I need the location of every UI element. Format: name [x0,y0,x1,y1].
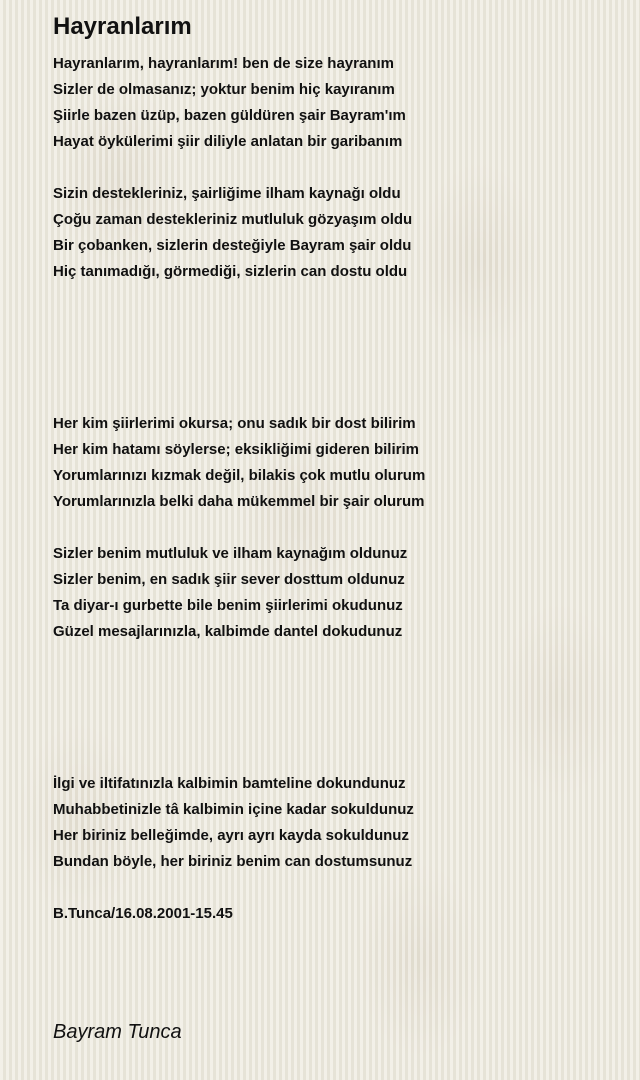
poem-line: Muhabbetinizle tâ kalbimin içine kadar sokuldunuz [53,801,414,818]
poem-line: Yorumlarınızı kızmak değil, bilakis çok mutlu olurum [53,467,426,484]
stanza-5 [53,771,414,875]
poem-line: Sizler benim mutluluk ve ilham kaynağım oldunuz [53,545,408,562]
stanza-2 [53,181,412,285]
stanza-4 [53,541,407,645]
poem-line: Her kim hatamı söylerse; eksikliğimi gideren bilirim [53,441,419,458]
poem-line: İlgi ve iltifatınızla kalbimin bamteline dokundunuz [53,775,406,792]
stanza-1 [53,51,406,155]
poem-title: Hayranlarım [53,13,192,40]
signature-date: B.Tunca/16.08.2001-15.45 [53,905,233,922]
poem-line: Her biriniz belleğimde, ayrı ayrı kayda sokuldunuz [53,827,409,844]
poem-line: Ta diyar-ı gurbette bile benim şiirlerimi okudunuz [53,597,403,614]
poem-line: Şiirle bazen üzüp, bazen güldüren şair Bayram'ım [53,107,406,124]
stanza-3 [53,411,425,515]
poem-line: Bir çobanken, sizlerin desteğiyle Bayram şair oldu [53,237,412,254]
poem-line: Hiç tanımadığı, görmediği, sizlerin can dostu oldu [53,263,408,280]
poem-line: Hayranlarım, hayranlarım! ben de size hayranım [53,55,394,72]
poem-line: Sizler benim, en sadık şiir sever dosttum oldunuz [53,571,405,588]
poem-line: Çoğu zaman destekleriniz mutluluk gözyaşım oldu [53,211,413,228]
poem-line: Yorumlarınızla belki daha mükemmel bir şair olurum [53,493,425,510]
poem-line: Bundan böyle, her biriniz benim can dostumsunuz [53,853,413,870]
poem-line: Sizler de olmasanız; yoktur benim hiç kayıranım [53,81,395,98]
author-name[interactable]: Bayram Tunca [53,1021,182,1043]
poem-line: Güzel mesajlarınızla, kalbimde dantel dokudunuz [53,623,403,640]
poem-line: Hayat öykülerimi şiir diliyle anlatan bir garibanım [53,133,403,150]
poem-line: Sizin destekleriniz, şairliğime ilham kaynağı oldu [53,185,401,202]
poem-line: Her kim şiirlerimi okursa; onu sadık bir dost bilirim [53,415,416,432]
